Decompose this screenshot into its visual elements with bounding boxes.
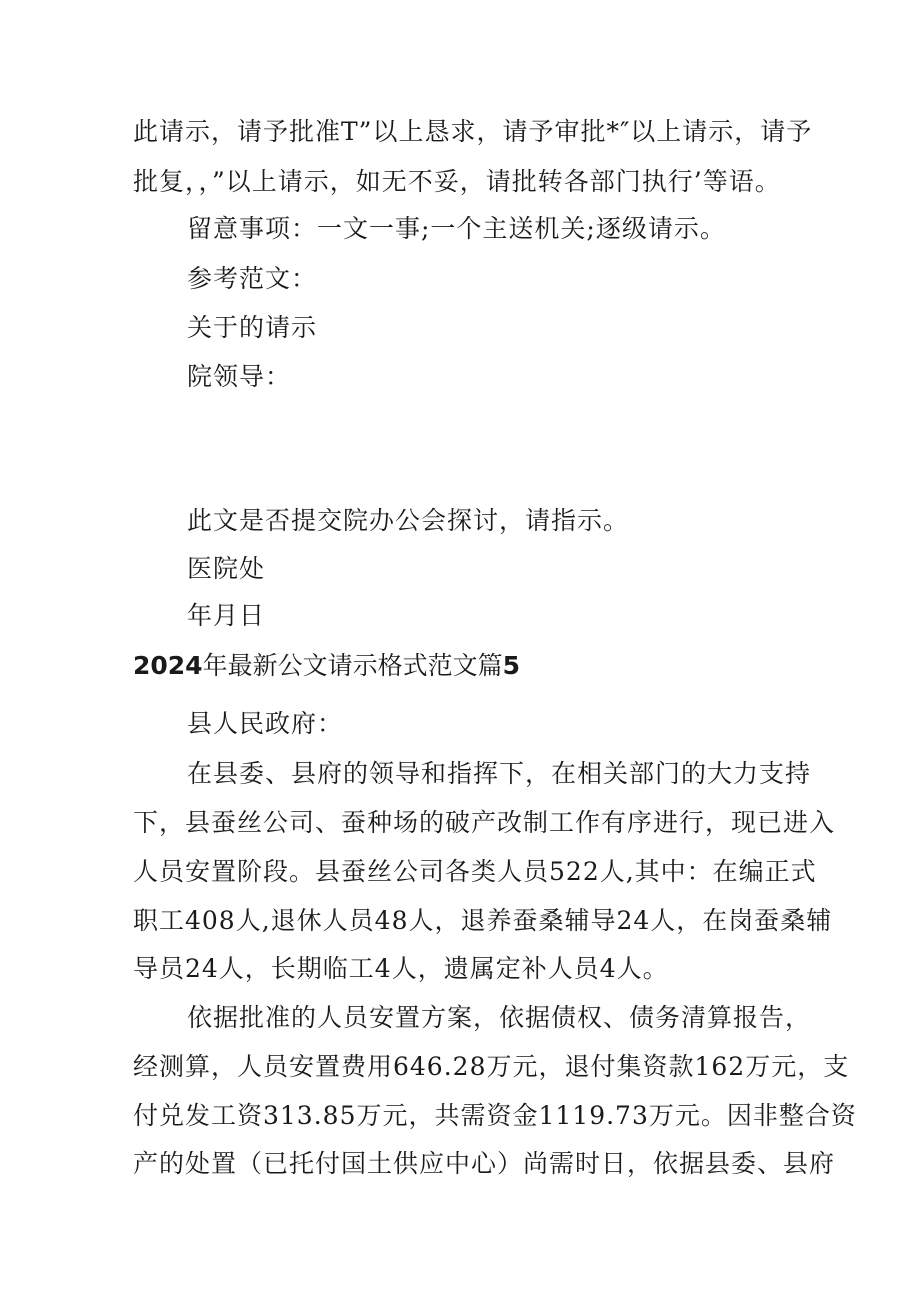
- notes-line: 留意事项：一文一事;一个主送机关;逐级请示。: [187, 214, 726, 243]
- body-line: 职工408人,退休人员48人，退养蚕桑辅导24人，在岗蚕桑辅: [133, 906, 833, 935]
- sender-name: 医院处: [187, 554, 266, 583]
- body-line: 在县委、县府的领导和指挥下，在相关部门的大力支持: [187, 759, 812, 788]
- heading-year: 2024: [133, 651, 203, 680]
- salutation: 县人民政府：: [187, 709, 344, 738]
- body-line: 产的处置（已托付国土供应中心）尚需时日，依据县委、县府: [133, 1149, 836, 1178]
- closing-question: 此文是否提交院办公会探讨，请指示。: [187, 506, 630, 535]
- body-line: 下，县蚕丝公司、蚕种场的破产改制工作有序进行，现已进入: [133, 808, 836, 837]
- sample-title: 关于的请示: [187, 313, 318, 342]
- body-line: 经测算，人员安置费用646.28万元，退付集资款162万元，支: [133, 1052, 850, 1081]
- reference-label: 参考范文：: [187, 264, 318, 293]
- body-line: 批复，，”以上请示，如无不妥，请批转各部门执行’等语。: [133, 167, 781, 196]
- date-line: 年月日: [187, 601, 266, 630]
- body-line: 导员24人，长期临工4人，遗属定补人员4人。: [133, 954, 669, 983]
- heading-title: 年最新公文请示格式范文篇: [202, 651, 503, 680]
- salutation: 院领导：: [187, 362, 292, 391]
- section-heading: [133, 651, 520, 681]
- body-line: 此请示，请予批准T”以上恳求，请予审批*″以上请示，请予: [133, 117, 813, 146]
- body-line: 人员安置阶段。县蚕丝公司各类人员522人,其中：在编正式: [133, 857, 817, 886]
- body-line: 付兑发工资313.85万元，共需资金1119.73万元。因非整合资: [133, 1101, 857, 1130]
- body-line: 依据批准的人员安置方案，依据债权、债务清算报告，: [187, 1003, 812, 1032]
- heading-number: 5: [502, 651, 521, 680]
